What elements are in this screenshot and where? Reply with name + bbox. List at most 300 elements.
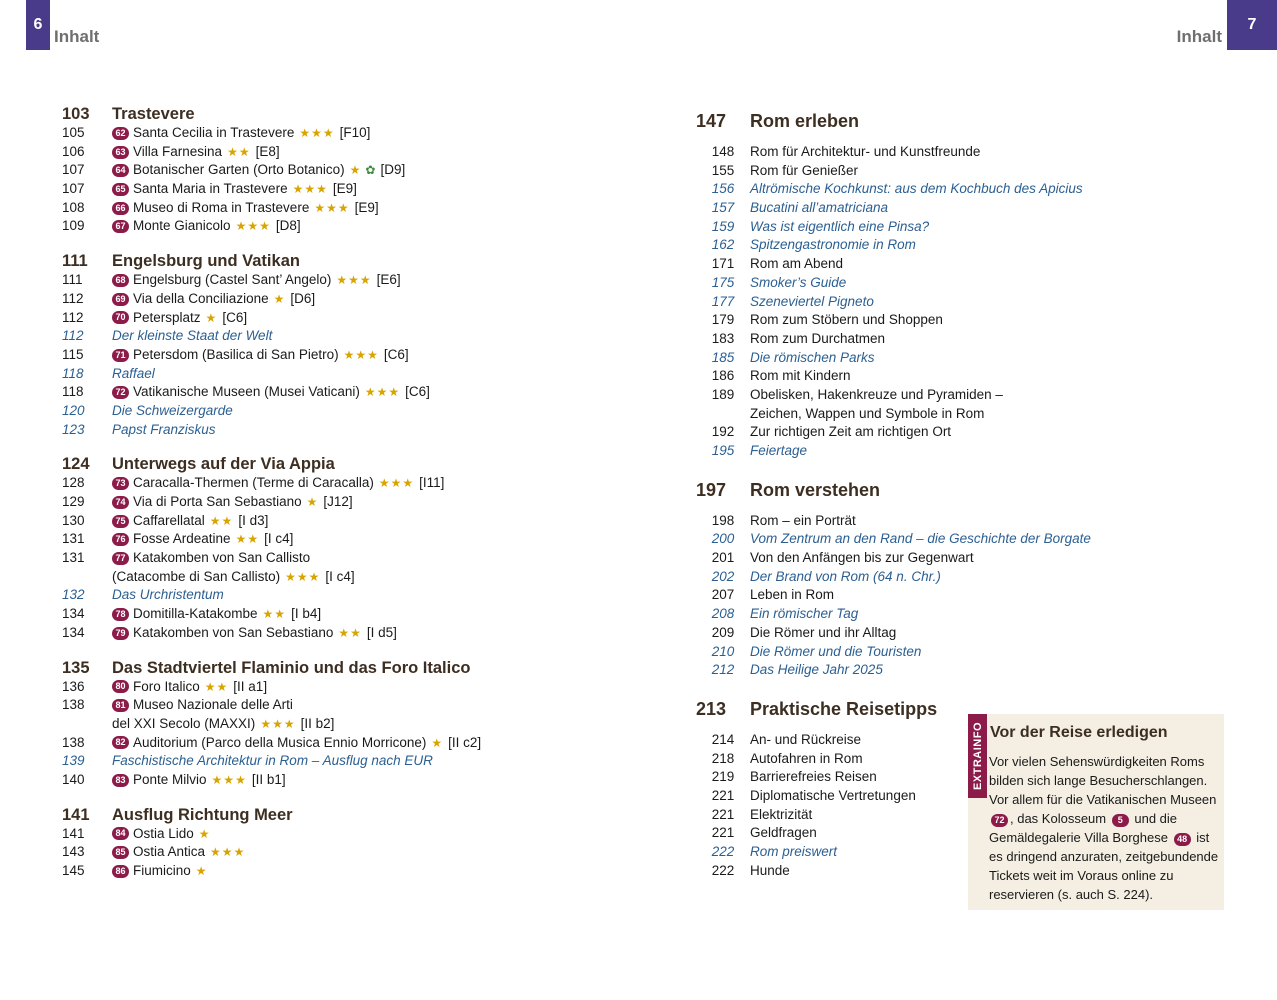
entry-text-group — [750, 787, 916, 806]
poi-number-badge: 80 — [112, 680, 129, 693]
section-page-number: 135 — [62, 658, 90, 677]
toc-entry[interactable] — [62, 696, 562, 715]
entry-title: (Catacombe di San Callisto) — [112, 568, 281, 584]
entry-text-group — [750, 162, 858, 181]
poi-number-badge: 81 — [112, 699, 129, 712]
entry-title: Spitzengastronomie in Rom — [750, 237, 916, 253]
poi-number-badge: 63 — [112, 146, 129, 159]
map-grid-reference: [C6] — [405, 384, 430, 400]
entry-title: Geldfragen — [750, 825, 817, 841]
toc-entry[interactable] — [696, 512, 1236, 531]
right-page-number: 7 — [1247, 16, 1257, 33]
entry-title: Santa Cecilia in Trastevere — [133, 125, 295, 140]
entry-title: Auditorium (Parco della Musica Ennio Morricone) — [133, 734, 427, 750]
entry-title: Domitilla-Katakombe — [133, 606, 258, 622]
entry-title: Smoker’s Guide — [750, 274, 847, 290]
map-grid-reference: [I b4] — [291, 606, 322, 622]
entry-page-number: 219 — [711, 769, 735, 785]
rating-stars: ★★ — [227, 144, 251, 159]
entry-text-group — [750, 349, 875, 368]
entry-page-number: 120 — [62, 402, 85, 418]
entry-page-number: 222 — [711, 844, 735, 859]
entry-text-group — [750, 512, 856, 531]
entry-text-group — [750, 586, 834, 605]
entry-title: Papst Franziskus — [112, 421, 216, 437]
map-grid-reference: [D8] — [275, 218, 301, 234]
entry-text-group — [112, 843, 245, 862]
rating-stars: ★★★ — [336, 273, 372, 288]
rating-stars: ★★★ — [260, 716, 296, 731]
toc-entry[interactable] — [62, 217, 562, 236]
entry-page-number: 105 — [62, 125, 85, 140]
entry-text-group — [112, 290, 315, 309]
entry-text-group — [750, 180, 1083, 199]
map-grid-reference: [J12] — [323, 494, 353, 509]
entry-text-group — [750, 731, 861, 750]
entry-page-number: 138 — [62, 734, 85, 750]
entry-text-group — [112, 678, 267, 697]
poi-number-badge: 67 — [112, 220, 129, 233]
entry-page-number: 115 — [62, 346, 84, 362]
section-heading[interactable] — [696, 108, 1236, 134]
entry-page-number: 140 — [62, 771, 85, 787]
rating-stars: ★ — [273, 291, 286, 306]
map-grid-reference: [D6] — [290, 290, 316, 306]
entry-page-number: 107 — [62, 181, 85, 197]
toc-entry[interactable] — [62, 624, 562, 643]
entry-title: Vatikanische Museen (Musei Vaticani) — [133, 384, 360, 400]
toc-entry[interactable] — [62, 290, 562, 309]
poi-number-badge: 69 — [112, 293, 129, 306]
poi-number-badge: 84 — [112, 827, 129, 840]
entry-text-group — [112, 199, 379, 218]
toc-entry[interactable] — [696, 162, 1236, 181]
poi-number-badge: 73 — [112, 477, 129, 490]
entry-text-group — [750, 768, 877, 787]
entry-page-number: 118 — [62, 365, 84, 381]
entry-page-number: 111 — [62, 272, 83, 288]
entry-title: Ostia Antica — [133, 844, 206, 860]
entry-title: Zur richtigen Zeit am richtigen Ort — [750, 424, 952, 440]
toc-entry[interactable] — [62, 271, 562, 290]
entry-page-number: 107 — [62, 162, 85, 178]
rating-stars: ★★★ — [292, 182, 328, 197]
entry-text-group — [750, 605, 858, 624]
extrainfo-body — [989, 752, 1221, 904]
toc-section — [62, 659, 562, 790]
info-box-entry[interactable] — [62, 421, 562, 440]
entry-page-number: 130 — [62, 512, 85, 528]
poi-number-badge: 79 — [112, 627, 129, 640]
entry-text-group — [750, 199, 888, 218]
entry-title: Petersplatz — [133, 309, 201, 325]
entry-text-group — [750, 806, 812, 825]
entry-text-group — [750, 549, 974, 568]
entry-text-group — [750, 624, 896, 643]
entry-text-group — [112, 862, 208, 881]
entry-page-number — [62, 715, 112, 734]
entry-text-group — [112, 383, 430, 402]
info-box-entry[interactable] — [696, 568, 1236, 587]
entry-page-number: 212 — [711, 662, 735, 678]
map-grid-reference: [II c2] — [448, 734, 482, 750]
section-title: Trastevere — [112, 105, 195, 123]
entry-text-group — [750, 862, 790, 881]
section-heading[interactable] — [62, 455, 562, 474]
info-box-entry[interactable] — [696, 349, 1236, 368]
entry-title: Der kleinste Staat der Welt — [112, 328, 273, 344]
entry-text-group — [750, 236, 916, 255]
poi-badge: 72 — [991, 814, 1008, 827]
rating-stars: ★ — [198, 826, 211, 841]
entry-text-group — [112, 124, 370, 143]
toc-entry[interactable] — [696, 143, 1236, 162]
entry-text-group — [112, 715, 334, 734]
map-grid-reference: [I11] — [419, 475, 445, 491]
entry-page-number: 162 — [711, 237, 735, 253]
entry-title: Zeichen, Wappen und Symbole in Rom — [750, 405, 985, 421]
entry-title: Foro Italico — [133, 678, 200, 694]
section-heading[interactable] — [696, 477, 1236, 503]
entry-title: Rom zum Durchatmen — [750, 330, 886, 346]
extrainfo-text-2: , das Kolosseum — [1010, 811, 1107, 826]
toc-entry[interactable] — [62, 124, 562, 143]
map-grid-reference: [II b2] — [300, 715, 335, 731]
entry-text-group — [112, 327, 272, 346]
toc-section — [62, 105, 562, 236]
entry-title: Die Schweizergarde — [112, 402, 233, 418]
entry-page-number: 143 — [62, 844, 85, 860]
entry-page-number: 134 — [62, 606, 85, 622]
extrainfo-text-4: ist es dringend anzuraten, zeitgebundende Tickets weit im Voraus online zu reservieren (s. auch S. 224). — [989, 830, 1219, 902]
entry-title: Rom – ein Porträt — [750, 512, 856, 528]
entry-title: An- und Rückreise — [750, 731, 862, 747]
entry-page-number: 202 — [711, 568, 735, 584]
rating-stars: ★★★ — [378, 476, 415, 491]
entry-title: Diplomatische Vertretungen — [750, 787, 916, 803]
map-grid-reference: [E6] — [376, 272, 401, 288]
toc-entry[interactable] — [62, 161, 562, 180]
entry-text-group — [112, 825, 211, 844]
rating-stars: ★ — [349, 163, 362, 178]
rating-stars: ★★★ — [299, 126, 335, 140]
entry-text-group — [112, 143, 280, 162]
entry-text-group — [112, 271, 401, 290]
entry-page-number: 208 — [711, 606, 735, 622]
entry-title: Autofahren in Rom — [750, 750, 863, 766]
right-running-header: Inhalt — [1176, 27, 1222, 46]
entry-text-group — [750, 367, 851, 386]
entry-title: Leben in Rom — [750, 587, 835, 603]
entry-text-group — [750, 423, 951, 442]
poi-badge: 5 — [1112, 814, 1129, 827]
toc-entry[interactable] — [62, 346, 562, 365]
entry-page-number: 207 — [711, 587, 735, 603]
poi-number-badge: 65 — [112, 183, 129, 196]
entry-page-number: 221 — [711, 806, 735, 822]
rating-stars: ★★ — [209, 513, 234, 528]
toc-entry[interactable] — [696, 423, 1236, 442]
entry-title: Rom für Genießer — [750, 162, 859, 178]
section-heading[interactable] — [62, 105, 562, 124]
toc-entry[interactable] — [62, 862, 562, 881]
entry-title: Katakomben von San Sebastiano — [133, 624, 334, 640]
entry-text-group — [750, 568, 941, 587]
entry-page-number: 159 — [711, 218, 735, 234]
entry-page-number: 189 — [711, 386, 735, 402]
info-box-entry[interactable] — [696, 605, 1236, 624]
entry-title: Monte Gianicolo — [133, 218, 231, 234]
entry-page-number: 192 — [711, 424, 735, 440]
entry-text-group — [750, 405, 984, 424]
toc-entry[interactable] — [696, 386, 1236, 405]
section-title: Rom erleben — [750, 111, 860, 131]
info-box-entry[interactable] — [62, 586, 562, 605]
rating-stars: ★★ — [235, 532, 260, 547]
entry-page-number: 171 — [711, 256, 735, 272]
entry-page-number: 177 — [711, 293, 735, 309]
info-box-entry[interactable] — [62, 402, 562, 421]
toc-entry[interactable] — [696, 367, 1236, 386]
entry-title: Die römischen Parks — [750, 349, 875, 365]
entry-page-number: 200 — [711, 531, 735, 547]
poi-number-badge: 70 — [112, 311, 129, 324]
entry-page-number — [696, 405, 750, 424]
entry-page-number: 123 — [62, 421, 85, 437]
toc-entry[interactable] — [62, 199, 562, 218]
section-heading[interactable] — [62, 252, 562, 271]
toc-entry[interactable] — [62, 715, 562, 734]
section-page-number: 147 — [696, 111, 727, 131]
section-heading[interactable] — [62, 806, 562, 825]
entry-text-group — [112, 512, 268, 531]
entry-page-number: 129 — [62, 494, 85, 509]
poi-number-badge: 85 — [112, 846, 129, 859]
entry-page-number: 222 — [711, 862, 735, 878]
toc-entry[interactable] — [696, 586, 1236, 605]
extrainfo-text-1: Vor vielen Sehenswürdigkeiten Roms bilden sich lange Besucherschlangen. Vor allem für die Vatikanischen Museen — [989, 754, 1217, 807]
entry-page-number: 155 — [711, 162, 735, 178]
info-box-entry[interactable] — [696, 274, 1236, 293]
entry-text-group — [112, 530, 293, 549]
entry-title: Rom zum Stöbern und Shoppen — [750, 312, 943, 328]
toc-section — [696, 477, 1236, 680]
rating-stars: ★★★ — [210, 845, 246, 860]
poi-number-badge: 72 — [112, 386, 129, 399]
map-grid-reference: [E9] — [332, 181, 357, 197]
entry-title: Santa Maria in Trastevere — [133, 181, 288, 197]
section-heading[interactable] — [62, 659, 562, 678]
entry-title: Fiumicino — [133, 863, 191, 878]
info-box-entry[interactable] — [62, 752, 562, 771]
entry-text-group — [750, 442, 807, 461]
rating-stars: ★★★ — [364, 385, 401, 400]
entry-page-number: 221 — [711, 825, 735, 841]
toc-entry[interactable] — [696, 405, 1236, 424]
entry-title: Barrierefreies Reisen — [750, 769, 877, 785]
map-grid-reference: [I c4] — [264, 531, 294, 547]
entry-title: Botanischer Garten (Orto Botanico) — [133, 162, 345, 178]
entry-page-number: 157 — [711, 200, 735, 216]
toc-entry[interactable] — [62, 512, 562, 531]
section-title: Das Stadtviertel Flaminio und das Foro Italico — [112, 658, 471, 677]
left-page-number: 6 — [33, 16, 43, 33]
entry-page-number: 132 — [62, 587, 85, 603]
entry-page-number: 148 — [711, 144, 735, 159]
poi-number-badge: 83 — [112, 774, 129, 787]
section-page-number: 103 — [62, 105, 90, 123]
toc-entry[interactable] — [62, 734, 562, 753]
info-box-entry[interactable] — [696, 643, 1236, 662]
toc-entry[interactable] — [62, 843, 562, 862]
section-page-number: 213 — [696, 698, 727, 719]
poi-number-badge: 68 — [112, 274, 129, 287]
entry-page-number: 209 — [711, 624, 735, 640]
entry-page-number: 185 — [711, 349, 735, 365]
toc-entry[interactable] — [62, 549, 562, 568]
toc-entry[interactable] — [62, 180, 562, 199]
entry-page-number: 201 — [711, 550, 735, 566]
entry-page-number: 179 — [711, 312, 735, 328]
entry-text-group — [112, 568, 355, 587]
toc-entry[interactable] — [696, 624, 1236, 643]
extrainfo-label-bar — [968, 714, 987, 798]
entry-title: Elektrizität — [750, 806, 813, 822]
left-toc-column — [62, 105, 562, 897]
left-page-number-tab — [26, 0, 50, 50]
entry-title: Museo di Roma in Trastevere — [133, 199, 310, 215]
poi-number-badge: 74 — [112, 496, 129, 509]
section-title: Praktische Reisetipps — [750, 698, 938, 719]
info-box-entry[interactable] — [62, 327, 562, 346]
section-page-number: 111 — [62, 252, 88, 271]
info-box-entry[interactable] — [696, 442, 1236, 461]
rating-stars: ★ — [195, 864, 208, 878]
toc-entry[interactable] — [62, 143, 562, 162]
entry-title: Caracalla-Thermen (Terme di Caracalla) — [133, 475, 374, 491]
entry-page-number: 175 — [711, 274, 735, 290]
info-box-entry[interactable] — [696, 180, 1236, 199]
rating-stars: ★ — [306, 495, 319, 509]
entry-title: Die Römer und die Touristen — [750, 643, 922, 659]
entry-page-number: 141 — [62, 825, 85, 841]
entry-text-group — [750, 311, 943, 330]
entry-title: Das Urchristentum — [112, 587, 224, 603]
entry-page-number: 186 — [711, 368, 735, 384]
entry-text-group — [112, 624, 397, 643]
entry-text-group — [750, 843, 837, 862]
info-box-entry[interactable] — [696, 236, 1236, 255]
toc-section — [62, 252, 562, 439]
entry-title: Von den Anfängen bis zur Gegenwart — [750, 550, 974, 566]
entry-page-number: 183 — [711, 330, 735, 346]
entry-page-number: 156 — [711, 181, 735, 197]
info-box-entry[interactable] — [62, 365, 562, 384]
entry-page-number: 198 — [711, 512, 735, 528]
toc-entry[interactable] — [696, 549, 1236, 568]
map-grid-reference: [E9] — [354, 199, 379, 215]
rating-stars: ★★★ — [235, 219, 271, 234]
rating-stars: ★★★ — [285, 569, 321, 584]
entry-title: Petersdom (Basilica di San Pietro) — [133, 346, 339, 362]
info-box-entry[interactable] — [696, 530, 1236, 549]
map-grid-reference: [D9] — [380, 162, 406, 178]
toc-section — [62, 806, 562, 881]
map-grid-reference: [II a1] — [233, 678, 268, 694]
entry-page-number: 136 — [62, 678, 85, 694]
entry-text-group — [112, 402, 233, 421]
toc-entry[interactable] — [62, 678, 562, 697]
entry-text-group — [750, 274, 846, 293]
poi-number-badge: 86 — [112, 865, 129, 878]
toc-entry[interactable] — [62, 383, 562, 402]
map-grid-reference: [E8] — [255, 143, 280, 159]
rating-stars: ★★★ — [211, 772, 247, 787]
entry-title: Museo Nazionale delle Arti — [133, 697, 293, 713]
entry-title: Das Heilige Jahr 2025 — [750, 662, 883, 678]
map-grid-reference: [I d5] — [366, 624, 397, 640]
poi-number-badge: 66 — [112, 202, 129, 215]
entry-page-number: 106 — [62, 143, 85, 159]
entry-text-group — [750, 143, 980, 162]
toc-entry[interactable] — [696, 255, 1236, 274]
poi-number-badge: 62 — [112, 127, 129, 140]
entry-text-group — [112, 549, 310, 568]
poi-number-badge: 71 — [112, 349, 129, 362]
entry-title: Szeneviertel Pigneto — [750, 293, 874, 309]
entry-text-group — [750, 218, 929, 237]
toc-entry[interactable] — [696, 330, 1236, 349]
extrainfo-box — [968, 714, 1224, 910]
entry-title: del XXI Secolo (MAXXI) — [112, 715, 256, 731]
info-box-entry[interactable] — [696, 218, 1236, 237]
toc-entry[interactable] — [696, 311, 1236, 330]
toc-entry[interactable] — [62, 605, 562, 624]
entry-page-number — [62, 568, 112, 587]
section-page-number: 197 — [696, 479, 727, 500]
entry-text-group — [750, 293, 874, 312]
extrainfo-label: EXTRAINFO — [971, 721, 984, 791]
entry-title: Katakomben von San Callisto — [133, 550, 311, 566]
entry-title: Obelisken, Hakenkreuze und Pyramiden – — [750, 386, 1003, 402]
entry-title: Rom am Abend — [750, 256, 844, 272]
info-box-entry[interactable] — [696, 293, 1236, 312]
entry-text-group — [112, 605, 321, 624]
info-box-entry[interactable] — [696, 661, 1236, 680]
toc-entry[interactable] — [62, 568, 562, 587]
map-grid-reference: [C6] — [383, 346, 409, 362]
rating-stars: ★★★ — [314, 200, 350, 215]
entry-page-number: 128 — [62, 475, 85, 491]
poi-badge: 48 — [1174, 833, 1191, 846]
entry-title: Fosse Ardeatine — [133, 531, 231, 547]
entry-page-number: 221 — [711, 787, 735, 803]
entry-title: Hunde — [750, 862, 790, 878]
entry-page-number: 214 — [711, 731, 735, 747]
toc-entry[interactable] — [62, 309, 562, 328]
toc-entry[interactable] — [62, 771, 562, 790]
entry-text-group — [112, 346, 409, 365]
entry-text-group — [112, 421, 216, 440]
toc-entry[interactable] — [62, 530, 562, 549]
toc-entry[interactable] — [62, 493, 562, 512]
entry-text-group — [112, 474, 444, 493]
entry-title: Via di Porta San Sebastiano — [133, 494, 302, 509]
toc-entry[interactable] — [62, 474, 562, 493]
entry-page-number: 218 — [711, 750, 735, 766]
toc-entry[interactable] — [62, 825, 562, 844]
info-box-entry[interactable] — [696, 199, 1236, 218]
